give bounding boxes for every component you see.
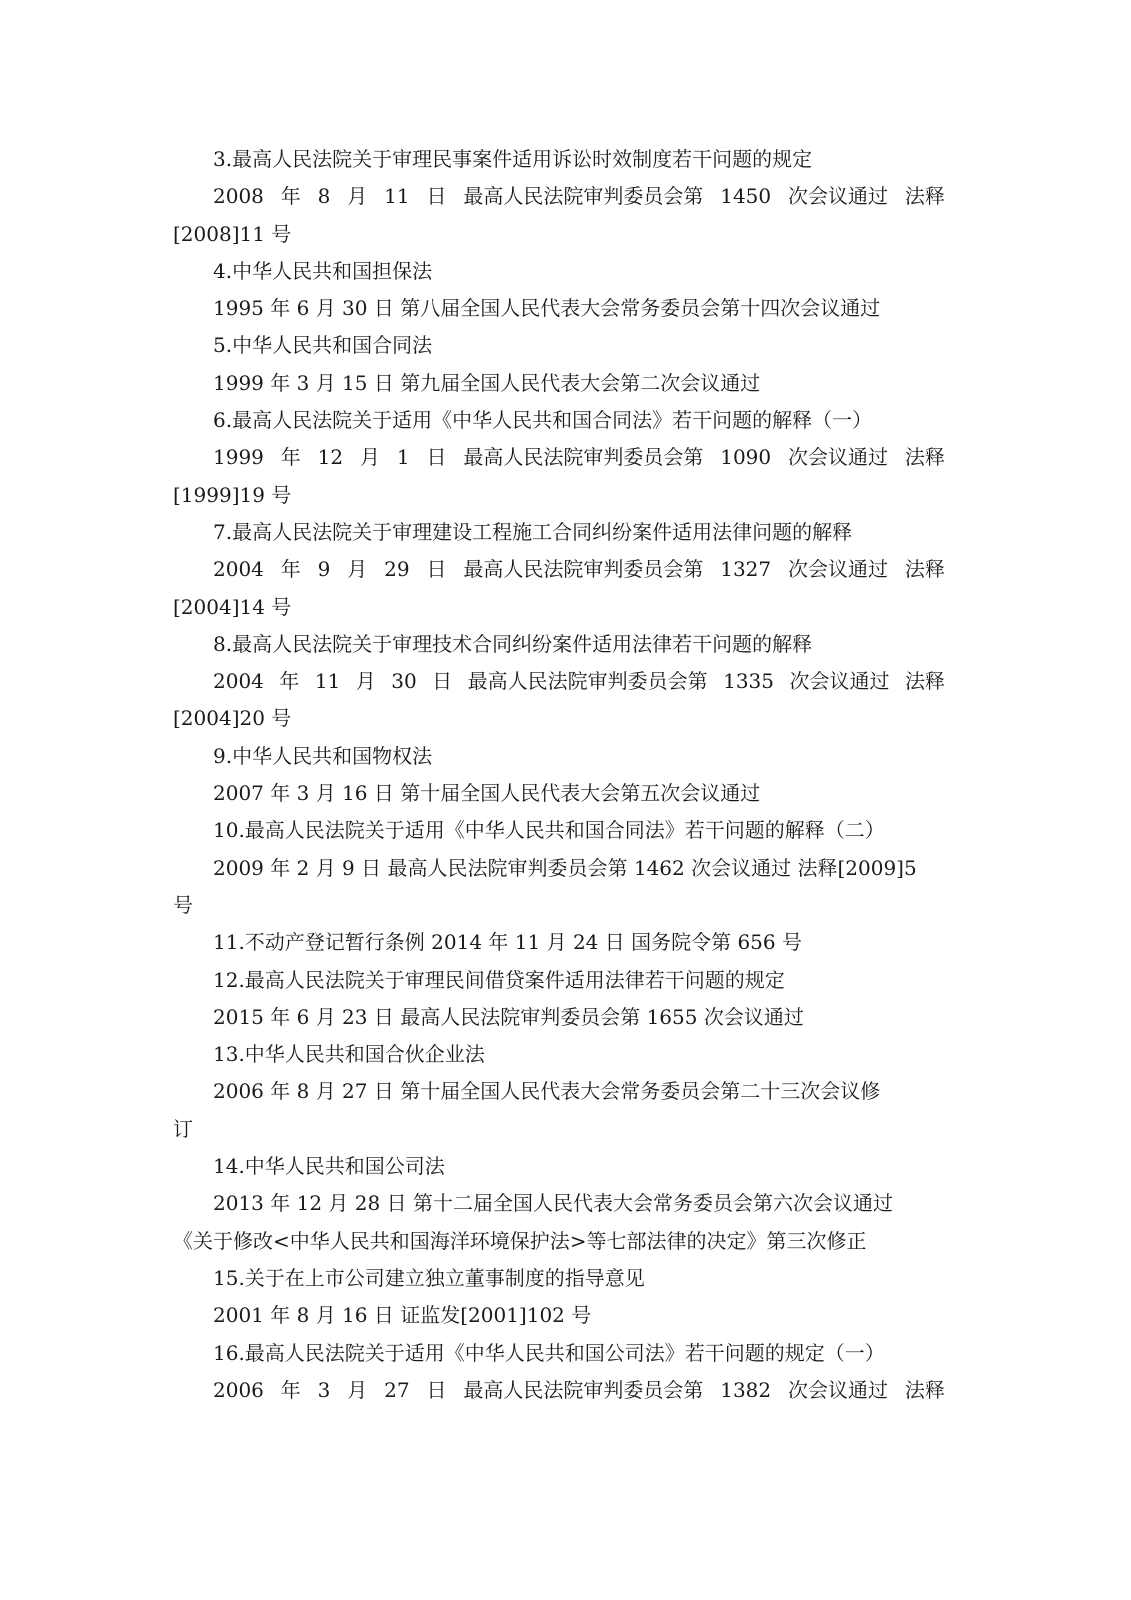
entry-detail-continued: [1999]19 号 [173, 482, 292, 507]
entry-title: 7.最高人民法院关于审理建设工程施工合同纠纷案件适用法律问题的解释 [213, 519, 853, 544]
entry-detail: 2008 年 8 月 11 日 最高人民法院审判委员会第 1450 次会议通过 法释 [213, 184, 945, 209]
entry-detail-continued: 号 [173, 892, 193, 917]
entry-title: 6.最高人民法院关于适用《中华人民共和国合同法》若干问题的解释（一） [213, 408, 873, 433]
entry-title: 5.中华人民共和国合同法 [213, 333, 433, 358]
entry-title: 4.中华人民共和国担保法 [213, 258, 433, 283]
entry-title: 8.最高人民法院关于审理技术合同纠纷案件适用法律若干问题的解释 [213, 631, 813, 656]
entry-detail: 2006 年 8 月 27 日 第十届全国人民代表大会常务委员会第二十三次会议修 [213, 1079, 881, 1104]
entry-title: 11.不动产登记暂行条例 2014 年 11 月 24 日 国务院令第 656 号 [213, 930, 802, 955]
entry-detail: 2004 年 11 月 30 日 最高人民法院审判委员会第 1335 次会议通过 法释 [213, 669, 945, 694]
entry-detail: 1999 年 12 月 1 日 最高人民法院审判委员会第 1090 次会议通过 法释 [213, 445, 945, 470]
entry-detail-continued: 《关于修改<中华人民共和国海洋环境保护法>等七部法律的决定》第三次修正 [173, 1228, 867, 1253]
entry-title: 14.中华人民共和国公司法 [213, 1154, 445, 1179]
entry-title: 16.最高人民法院关于适用《中华人民共和国公司法》若干问题的规定（一） [213, 1340, 885, 1365]
entry-title: 3.最高人民法院关于审理民事案件适用诉讼时效制度若干问题的规定 [213, 147, 813, 171]
entry-detail-continued: [2008]11 号 [173, 221, 292, 246]
entry-detail-continued: [2004]14 号 [173, 594, 292, 619]
entry-detail: 2015 年 6 月 23 日 最高人民法院审判委员会第 1655 次会议通过 [213, 1004, 804, 1029]
entry-detail: 2004 年 9 月 29 日 最高人民法院审判委员会第 1327 次会议通过 法释 [213, 557, 945, 582]
entry-detail: 2001 年 8 月 16 日 证监发[2001]102 号 [213, 1303, 592, 1328]
entry-detail-continued: [2004]20 号 [173, 706, 292, 731]
entry-detail: 2013 年 12 月 28 日 第十二届全国人民代表大会常务委员会第六次会议通过 [213, 1191, 893, 1216]
entry-detail-continued: 订 [173, 1116, 193, 1141]
entry-detail: 2007 年 3 月 16 日 第十届全国人民代表大会第五次会议通过 [213, 781, 761, 806]
entry-title: 13.中华人民共和国合伙企业法 [213, 1042, 485, 1067]
entry-title: 15.关于在上市公司建立独立董事制度的指导意见 [213, 1265, 645, 1290]
entry-title: 12.最高人民法院关于审理民间借贷案件适用法律若干问题的规定 [213, 967, 785, 992]
entry-detail: 1999 年 3 月 15 日 第九届全国人民代表大会第二次会议通过 [213, 370, 761, 395]
entry-detail: 2006 年 3 月 27 日 最高人民法院审判委员会第 1382 次会议通过 法释 [213, 1377, 945, 1402]
entry-title: 9.中华人民共和国物权法 [213, 743, 433, 768]
law-reference-list [173, 141, 945, 1409]
entry-title: 10.最高人民法院关于适用《中华人民共和国合同法》若干问题的解释（二） [213, 818, 885, 843]
entry-detail: 2009 年 2 月 9 日 最高人民法院审判委员会第 1462 次会议通过 法释[2009]5 [213, 855, 917, 880]
entry-detail: 1995 年 6 月 30 日 第八届全国人民代表大会常务委员会第十四次会议通过 [213, 296, 881, 321]
